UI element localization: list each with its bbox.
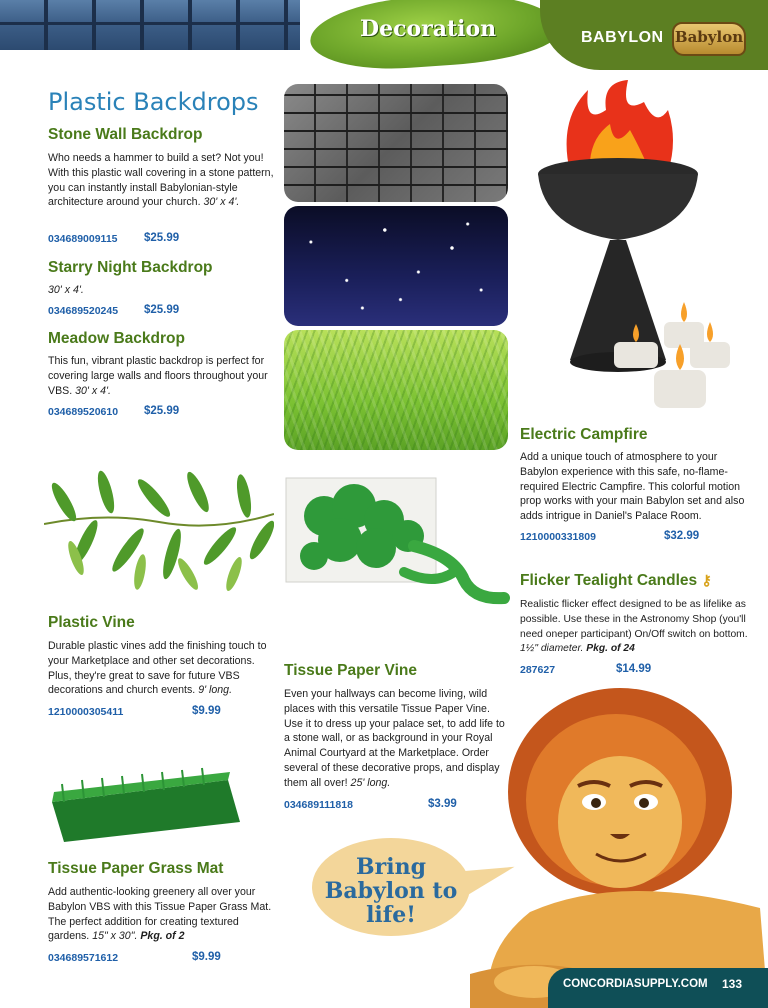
campfire-desc-text: Add a unique touch of atmosphere to your Babylon experience with this safe, no-flame-required Electric Campfire. This colorful motion prop works with your main Babylon set and also adds intrigue in Daniel's Palace Room.: [520, 451, 745, 523]
footer-url-link[interactable]: CONCORDIASUPPLY.COM: [563, 978, 708, 990]
grass-mat-price: $9.99: [192, 951, 221, 963]
header-stone-banner: [0, 0, 300, 50]
stone-wall-sku: 034689009115: [48, 233, 118, 245]
plastic-vine-size: 9' long.: [198, 684, 233, 697]
lion-mascot-illustration: [470, 682, 768, 1008]
tealight-price: $14.99: [616, 663, 652, 675]
campfire-title: Electric Campfire: [520, 426, 648, 443]
plastic-vine-title: Plastic Vine: [48, 614, 135, 631]
stone-wall-image: [284, 84, 508, 202]
theme-label: BABYLON: [581, 29, 664, 46]
grass-mat-desc-text: Add authentic-looking greenery all over your Babylon VBS with this Tissue Paper Grass Mat. The perfect addition for creating textured gardens.: [48, 886, 272, 943]
tealight-size: 1½" diameter.: [520, 643, 584, 655]
tissue-vine-sku: 034689111818: [284, 799, 353, 811]
meadow-price: $25.99: [144, 405, 180, 417]
section-title: Decoration: [360, 16, 497, 42]
plastic-vine-image: [44, 462, 274, 602]
page-number: 133: [722, 977, 743, 991]
starry-night-sku: 034689520245: [48, 305, 119, 317]
tissue-paper-vine-image: [284, 476, 510, 608]
callout-line-1: Bring: [356, 854, 426, 880]
starry-night-size: 30' x 4'.: [48, 284, 84, 296]
grass-mat-description: [48, 885, 276, 944]
tealight-description: [520, 598, 752, 657]
plastic-vine-sku: 1210000305411: [48, 706, 124, 718]
stone-wall-price: $25.99: [144, 232, 180, 244]
tissue-vine-size: 25' long.: [350, 776, 391, 789]
page-title: Plastic Backdrops: [48, 88, 259, 116]
grass-mat-pkg: Pkg. of 2: [140, 930, 185, 943]
campfire-description: [520, 450, 752, 524]
tealight-title-text: Flicker Tealight Candles: [520, 572, 698, 589]
tealight-title: [520, 572, 712, 590]
starry-night-description: [48, 283, 84, 298]
stone-wall-desc-text: Who needs a hammer to build a set? Not you! With this plastic wall covering in a stone pattern, you can instantly install Babylonian-style architecture around your church.: [48, 152, 274, 209]
tealight-desc-text: Realistic flicker effect designed to be as lifelike as possible. Use these in the Astronomy Shop (you'll need oneper participant) On/Off switch on bottom.: [520, 599, 748, 640]
campfire-price: $32.99: [664, 530, 700, 542]
plastic-vine-description: [48, 639, 276, 698]
tealight-sku: 287627: [520, 664, 556, 676]
callout-text: [312, 855, 470, 927]
meadow-image: [284, 330, 508, 450]
plastic-vine-price: $9.99: [192, 705, 221, 717]
stone-wall-description: [48, 151, 276, 210]
key-icon: ⚷: [701, 572, 712, 588]
tealight-pkg: Pkg. of 24: [586, 643, 635, 655]
stone-wall-title: Stone Wall Backdrop: [48, 126, 203, 143]
tissue-vine-desc-text: Even your hallways can become living, wild places with this versatile Tissue Paper Vine. Use it to dress up your palace set, to add life to a stone wall, or as background in your Royal Animal Courtyard at the Marketplace. Order several of these decorative props, and display them all over!: [284, 688, 505, 789]
starry-night-image: [284, 206, 508, 326]
meadow-size: 30' x 4'.: [75, 384, 111, 397]
electric-campfire-image: [518, 80, 740, 420]
grass-mat-sku: 034689571612: [48, 952, 119, 964]
starry-night-price: $25.99: [144, 304, 180, 316]
callout-line-3: life!: [366, 902, 416, 928]
tissue-vine-price: $3.99: [428, 798, 457, 810]
meadow-description: [48, 354, 276, 398]
campfire-sku: 1210000331809: [520, 531, 596, 543]
grass-mat-size: 15" x 30".: [92, 930, 138, 943]
babylon-logo-text: Babylon: [674, 28, 744, 46]
plastic-vine-desc-text: Durable plastic vines add the finishing touch to your Marketplace and other set decorations. Plus, they're great to save for future VBS decorations and church events.: [48, 640, 267, 697]
callout-line-2: Babylon to: [324, 878, 458, 904]
meadow-desc-text: This fun, vibrant plastic backdrop is perfect for covering large walls and floors throughout your VBS.: [48, 355, 268, 397]
tissue-vine-title: Tissue Paper Vine: [284, 662, 417, 679]
meadow-sku: 034689520610: [48, 406, 119, 418]
babylon-logo: [672, 22, 746, 56]
stone-wall-size: 30' x 4'.: [203, 196, 240, 209]
starry-night-title: Starry Night Backdrop: [48, 259, 213, 276]
grass-mat-image: [44, 762, 244, 844]
meadow-title: Meadow Backdrop: [48, 330, 185, 347]
grass-mat-title: Tissue Paper Grass Mat: [48, 860, 224, 877]
